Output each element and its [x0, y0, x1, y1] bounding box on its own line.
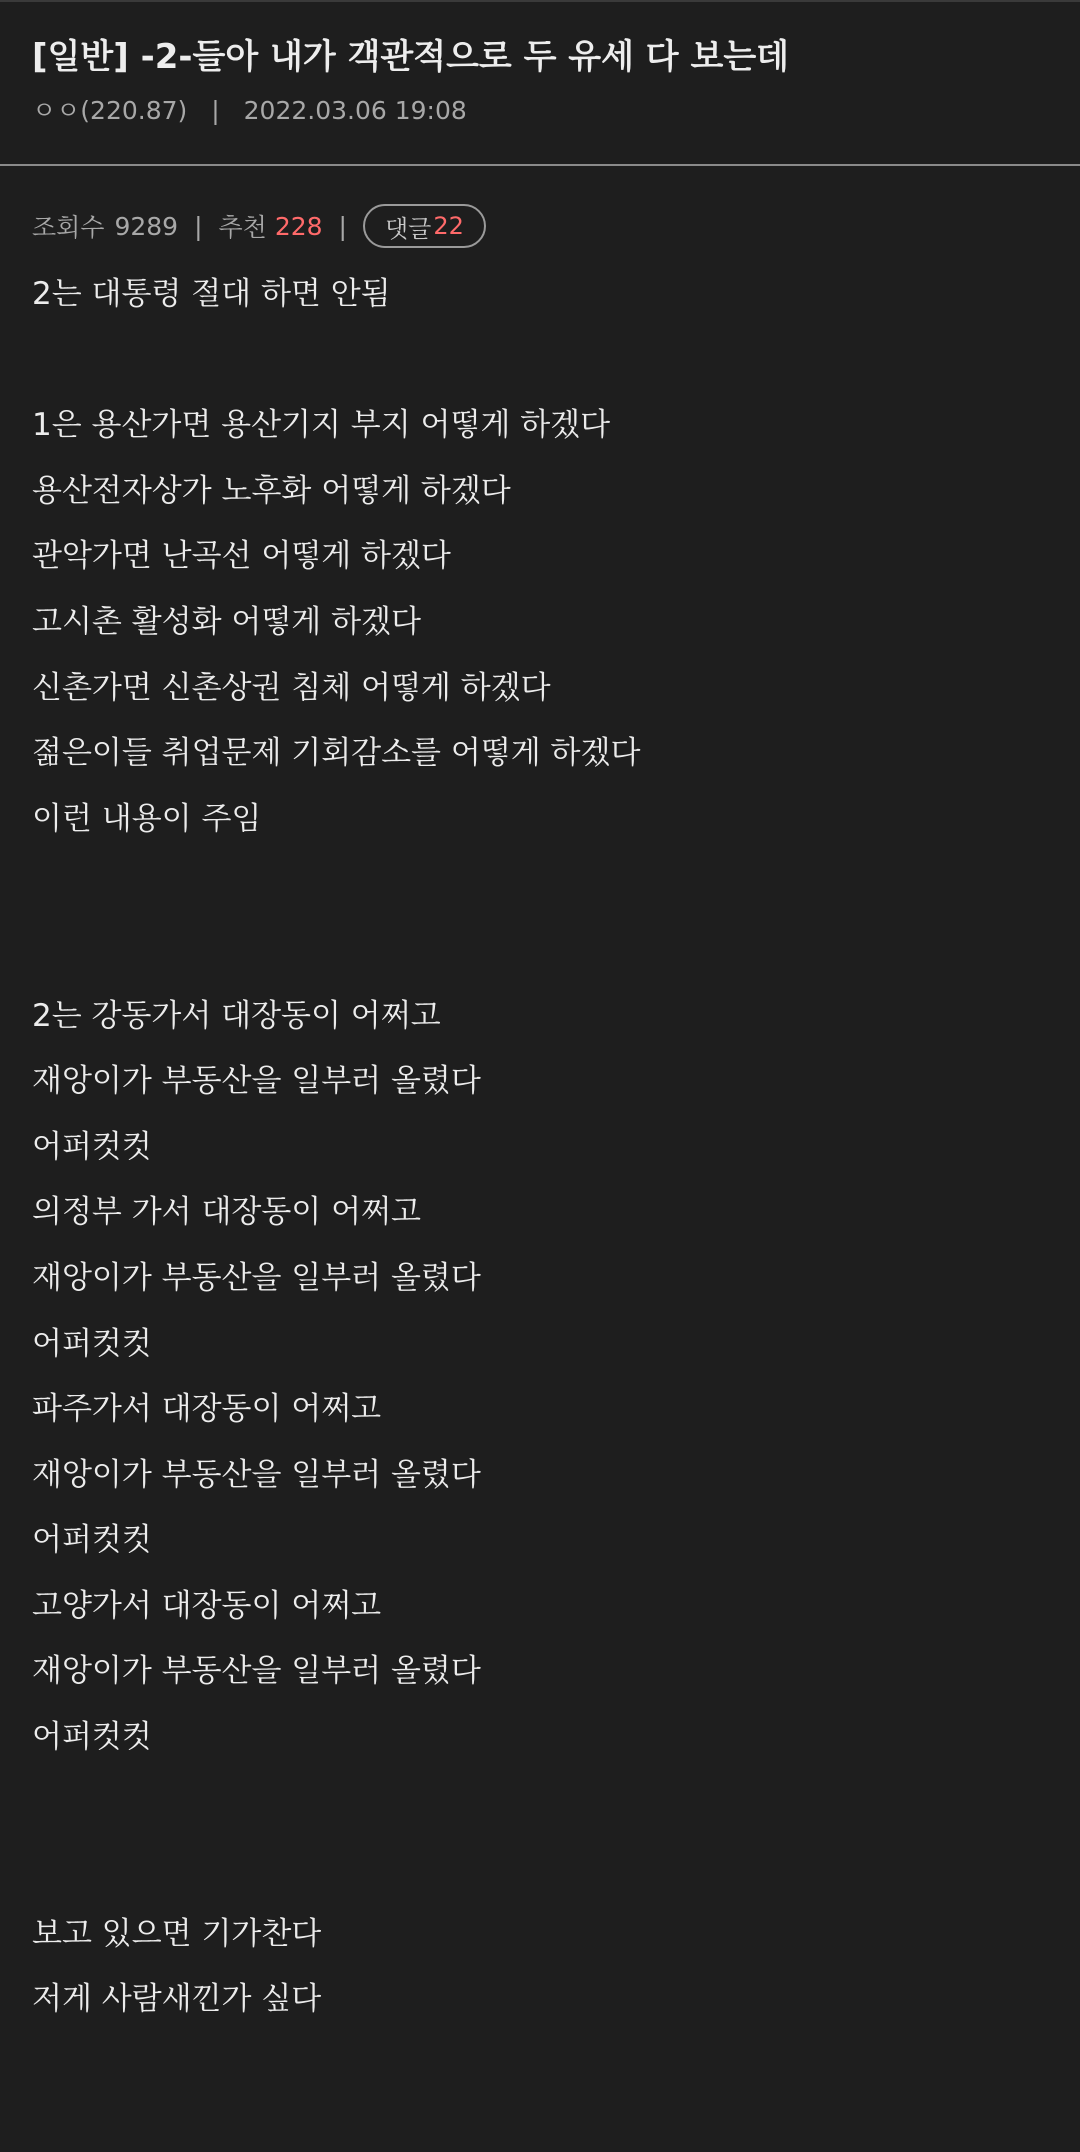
body-line [32, 852, 1048, 918]
stats-divider: | [194, 211, 203, 241]
body-line [32, 1771, 1048, 1837]
body-line: 1은 용산가면 용산기지 부지 어떻게 하겠다 [32, 407, 611, 444]
recommend-label: 추천 [218, 213, 267, 242]
stats-divider: | [338, 211, 347, 241]
post-header [0, 2, 1080, 166]
body-line: 관악가면 난곡선 어떻게 하겠다 [32, 538, 451, 575]
body-line: 어퍼컷컷 [32, 1128, 152, 1165]
body-line: 어퍼컷컷 [32, 1719, 152, 1756]
post-title: [일반] -2-들아 내가 객관적으로 두 유세 다 보는데 [32, 37, 790, 77]
body-line: 2는 강동가서 대장동이 어쩌고 [32, 997, 441, 1034]
body-line: 재앙이가 부동산을 일부러 올렸다 [32, 1063, 481, 1100]
body-line: 고시촌 활성화 어떻게 하겠다 [32, 603, 421, 640]
body-line: 이런 내용이 주임 [32, 800, 262, 837]
post-meta [32, 94, 1048, 128]
body-line: 저게 사람새낀가 싶다 [32, 1981, 322, 2018]
views-label: 조회수 [32, 213, 105, 242]
body-line [32, 1836, 1048, 1902]
body-line: 젊은이들 취업문제 기회감소를 어떻게 하겠다 [32, 735, 641, 772]
body-line: 신촌가면 신촌상권 침체 어떻게 하겠다 [32, 669, 551, 706]
post-body [0, 262, 1080, 2033]
comments-count: 22 [433, 212, 464, 240]
meta-divider: | [211, 96, 220, 125]
author-name[interactable]: ㅇㅇ(220.87) [32, 96, 188, 125]
body-line: 보고 있으면 기가찬다 [32, 1915, 322, 1952]
body-line: 재앙이가 부동산을 일부러 올렸다 [32, 1259, 481, 1296]
body-line: 재앙이가 부동산을 일부러 올렸다 [32, 1456, 481, 1493]
comments-button[interactable] [363, 204, 486, 248]
body-line: 의정부 가서 대장동이 어쩌고 [32, 1194, 421, 1231]
body-line: 파주가서 대장동이 어쩌고 [32, 1391, 382, 1428]
recommend-count: 228 [274, 211, 323, 241]
body-line: 고양가서 대장동이 어쩌고 [32, 1587, 382, 1624]
body-line [32, 918, 1048, 984]
views-count: 9289 [114, 211, 179, 241]
post-datetime: 2022.03.06 19:08 [243, 96, 467, 125]
body-line: 용산전자상가 노후화 어떻게 하겠다 [32, 472, 511, 509]
body-line: 2는 대통령 절대 하면 안됨 [32, 276, 391, 312]
body-line: 어퍼컷컷 [32, 1522, 152, 1559]
post-stats [0, 190, 1080, 262]
comments-label: 댓글 [384, 214, 432, 243]
body-line: 어퍼컷컷 [32, 1325, 152, 1362]
body-line: 재앙이가 부동산을 일부러 올렸다 [32, 1653, 481, 1690]
body-line [32, 328, 1048, 394]
